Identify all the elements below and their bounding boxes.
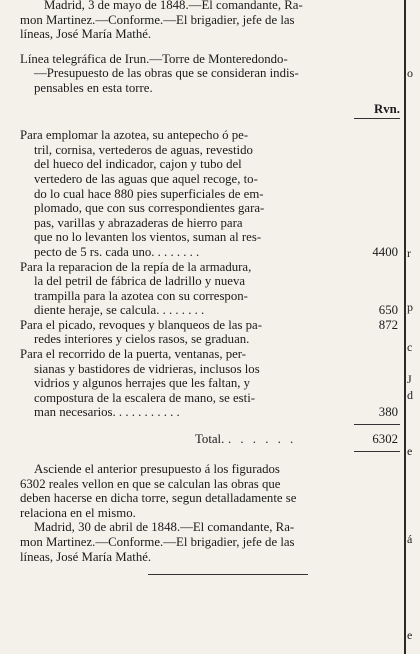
item-1-line: pecto de 5 rs. cada uno. . . . . . . .: [34, 244, 200, 259]
edge-char: e: [407, 444, 413, 458]
signature-line-2: mon Martinez.—Conforme.—El brigadier, jefe de las: [20, 535, 295, 549]
top-line-3: líneas, José María Mathé.: [20, 27, 152, 42]
total-amount: 6302: [372, 432, 398, 447]
edge-char: J: [407, 372, 412, 386]
item-2-line: trampilla para la azotea con su correspon-: [34, 288, 248, 303]
closing-paragraph: [20, 462, 400, 520]
item-3-line: redes interiores y cielos rasos, se graduan.: [34, 332, 250, 347]
item-amount: 650: [378, 303, 398, 318]
edge-char: o: [407, 66, 413, 80]
item-amount: 380: [378, 405, 398, 420]
budget-item: [20, 318, 400, 347]
bottom-signature-paragraph: [20, 520, 400, 564]
closing-line-1: Asciende el anterior presupuesto á los figurados: [34, 462, 280, 477]
item-1-line: del hueco del indicador, cajon y tubo del: [34, 157, 242, 172]
closing-line-4: relaciona en el mismo.: [20, 505, 136, 520]
unit-underline: [354, 118, 400, 119]
item-4-line: Para el recorrido de la puerta, ventanas, per-: [20, 347, 247, 362]
budget-item: [20, 347, 400, 420]
item-4-line: sianas y bastidores de vidrieras, inclusos los: [34, 361, 260, 376]
item-1-line: vertedero de las aguas que aquel recoge, to-: [34, 171, 258, 186]
item-4-line: compostura de la escalera de mano, se esti-: [34, 390, 256, 405]
edge-char: d: [407, 388, 413, 402]
item-2-line: diente heraje, se calcula. . . . . . . .: [34, 303, 205, 318]
budget-items: [20, 128, 400, 420]
unit-label: Rvn.: [374, 101, 400, 116]
item-1-line: tril, cornisa, vertederos de aguas, revestido: [34, 142, 253, 157]
total-dots: . . . . . .: [228, 432, 297, 447]
item-2-line: la del petril de fábrica de ladrillo y nueva: [34, 274, 246, 289]
budget-item: [20, 128, 400, 259]
item-1-line: pas, varillas y abrazaderas de hierro para: [34, 215, 243, 230]
item-amount: 872: [378, 318, 398, 333]
item-1-line: que no lo levanten los vientos, suman al res-: [34, 230, 262, 245]
top-signature-paragraph: [20, 0, 400, 42]
closing-line-2: 6302 reales vellon en que se calculan las obras que: [20, 476, 281, 491]
edge-char: e: [407, 628, 413, 642]
item-1-line: do lo cual hace 880 pies superficiales de em-: [34, 186, 264, 201]
closing-line-3: deben hacerse en dicha torre, segun detalladamente se: [20, 491, 297, 506]
edge-char: r: [407, 246, 411, 260]
item-4-line: vidrios y algunos herrajes que les faltan, y: [34, 376, 251, 391]
sum-rule: [354, 424, 400, 425]
edge-char: c: [407, 340, 413, 354]
item-3-line: Para el picado, revoques y blanqueos de las pa-: [20, 317, 262, 332]
signature-line-1: Madrid, 30 de abril de 1848.—El comandante, Ra-: [34, 520, 295, 535]
text-column: [20, 0, 400, 580]
budget-item: [20, 260, 400, 318]
item-1-line: plomado, que con sus correspondientes gara-: [34, 201, 265, 216]
top-line-2: mon Martinez.—Conforme.—El brigadier, jefe de las: [20, 12, 295, 27]
heading-line-3: pensables en esta torre.: [34, 80, 153, 95]
column-rule: [404, 0, 406, 654]
edge-char: á: [407, 532, 413, 546]
budget-heading: [20, 52, 400, 96]
total-underline: [354, 451, 400, 452]
item-2-line: Para la reparacion de la repía de la armadura,: [20, 259, 252, 274]
item-amount: 4400: [372, 244, 398, 259]
item-4-line: man necesarios. . . . . . . . . . .: [34, 405, 180, 420]
edge-char: p: [407, 300, 413, 314]
heading-line-1: Línea telegráfica de Irun.—Torre de Monteredondo-: [20, 51, 288, 66]
item-1-line: Para emplomar la azotea, su antepecho ó pe-: [20, 128, 249, 143]
section-separator: [148, 574, 308, 575]
total-label: Total.: [195, 432, 225, 447]
top-line-1: Madrid, 3 de mayo de 1848.—El comandante, Ra-: [44, 0, 303, 12]
signature-line-3: líneas, José María Mathé.: [20, 549, 152, 564]
total-row: [20, 430, 400, 448]
heading-line-2: —Presupuesto de las obras que se consideran indis-: [34, 66, 299, 81]
